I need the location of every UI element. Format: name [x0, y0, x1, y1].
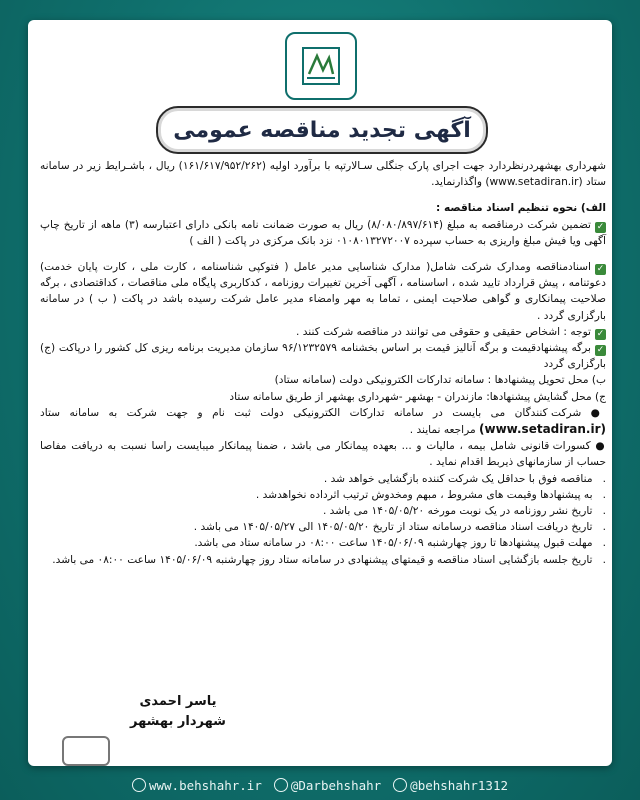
footer-site-link[interactable]: www.behshahr.ir	[132, 778, 262, 793]
intro-paragraph: شهرداری بهشهردرنظردارد جهت اجرای پارک جنگلی سـالارتپه با برآورد اولیه (۱۶۱/۶۱۷/۹۵۲/۲۶۲) ریال ، باشـرایط زیر در سامانه ستاد (www.setadiran.ir) واگذارنماید.	[40, 160, 606, 189]
telegram-icon	[274, 778, 288, 792]
notice-body	[40, 158, 606, 568]
globe-icon	[132, 778, 146, 792]
instagram-icon	[393, 778, 407, 792]
note-4: . تاریخ دریافت اسناد مناقصه درسامانه ستاد از تاریخ ۱۴۰۵/۰۵/۲۰ الی ۱۴۰۵/۰۵/۲۷ می باشد .	[193, 521, 606, 534]
line-b: ب) محل تحویل پیشنهادها : سامانه تدارکات الکترونیکی دولت (سامانه ستاد)	[274, 374, 606, 387]
municipality-logo	[285, 32, 357, 100]
checkbox-icon: ✓	[596, 264, 605, 275]
note-1: . مناقصه فوق با حداقل یک شرکت کننده بازگشایی خواهد شد .	[323, 472, 606, 485]
notice-title: آگهی تجدید مناقصه عمومی	[156, 106, 488, 154]
checkbox-icon: ✓	[596, 221, 605, 232]
checkbox-icon: ✓	[596, 345, 605, 356]
note-6: . تاریخ جلسه بازگشایی اسناد مناقصه و قیمتهای پیشنهادی در سامانه ستاد روز چهارشنبه ۱۴۰۵/۰۶/۰۹ ساعت ۰۸:۰۰ می باشد.	[52, 553, 606, 566]
line-c: ج) محل گشایش پیشنهادها: مازندران - بهشهر -شهرداری بهشهر از طریق سامانه ستاد	[229, 390, 606, 403]
footer-telegram-link[interactable]: @Darbehshahr	[274, 778, 381, 793]
signer-name: یاسر احمدی	[139, 694, 217, 709]
checkbox-icon: ✓	[596, 328, 605, 339]
signer-role: شهردار بهشهر	[130, 714, 226, 729]
note-5: . مهلت قبول پیشنهادها تا روز چهارشنبه ۱۴۰۵/۰۶/۰۹ ساعت ۰۸:۰۰ در سامانه ستاد می باشد.	[194, 537, 606, 550]
section-a-item-1: ✓تضمین شرکت درمناقصه به مبلغ (۸/۰۸۰/۸۹۷/۶۱۴) ریال به صورت ضمانت نامه بانکی دارای اعتبارسه (۳) ماهه از تاریخ چاپ آگهی ویا فیش مبلغ واریزی به حساب سپرده ۰۱۰۸۰۱۳۲۷۲۰۰۷ نزد بانک مرکزی در پاکت ( الف )	[40, 218, 606, 247]
logo-emblem-icon	[299, 44, 343, 88]
section-a-item-4: ✓برگه پیشنهادقیمت و برگه آنالیز قیمت بر اساس بخشنامه ۹۶/۱۲۳۲۵۷۹ سازمان مدیریت برنامه ریزی کل کشور را درپاکت (ج) بارگزاری گردد	[40, 342, 606, 371]
section-a-item-3: ✓توجه : اشخاص حقیقی و حقوقی می توانند در مناقصه شرکت کنند .	[296, 325, 605, 339]
footer-bar	[0, 770, 640, 800]
line-e: ● کسورات قانونی شامل بیمه ، مالیات و ... بعهده پیمانکار می باشد ، ضمنا پیمانکار میبایست راسا نسبت به دریافت مفاصا حساب از سازمانهای ذیربط اقدام نماید .	[40, 440, 606, 469]
section-a-heading: الف) نحوه تنظیم اسناد مناقصه :	[436, 202, 606, 215]
note-3: . تاریخ نشر روزنامه در یک نوبت مورخه ۱۴۰۵/۰۵/۲۰ می باشد .	[322, 505, 606, 518]
signature-block	[118, 692, 238, 732]
line-d: ● شرکت کنندگان می بایست در سامانه تدارکات الکترونیکی دولت ثبت نام و جهت شرکت به سامانه ستاد (www.setadiran.ir) مراجعه نمایند .	[40, 406, 606, 437]
note-2: . به پیشنهادها وقیمت های مشروط ، مبهم ومخدوش ترتیب اثرداده نخواهدشد .	[255, 488, 606, 501]
stamp-icon	[62, 736, 110, 766]
footer-instagram-link[interactable]: @behshahr1312	[393, 778, 508, 793]
section-a-item-2: ✓اسنادمناقصه ومدارک شرکت شامل( مدارک شناسایی مدیر عامل ( فتوکپی شناسنامه ، کارت ملی ، کارت پایان خدمت) دعوتنامه ، پیش قرارداد تایید شده ، اساسنامه ، آگهی آخرین تغییرات روزنامه ، کدکاربری پایگاه ملی مناقصات ، کداقتصادی ، برگه صلاحیت پیمانکاری و گواهی صلاحیت ایمنی ، تماما به مهر وامضاء مدیر عامل شرکت رسیده باشد در پاکت ( ب ) در سامانه بارگزاری گردد .	[40, 261, 606, 322]
